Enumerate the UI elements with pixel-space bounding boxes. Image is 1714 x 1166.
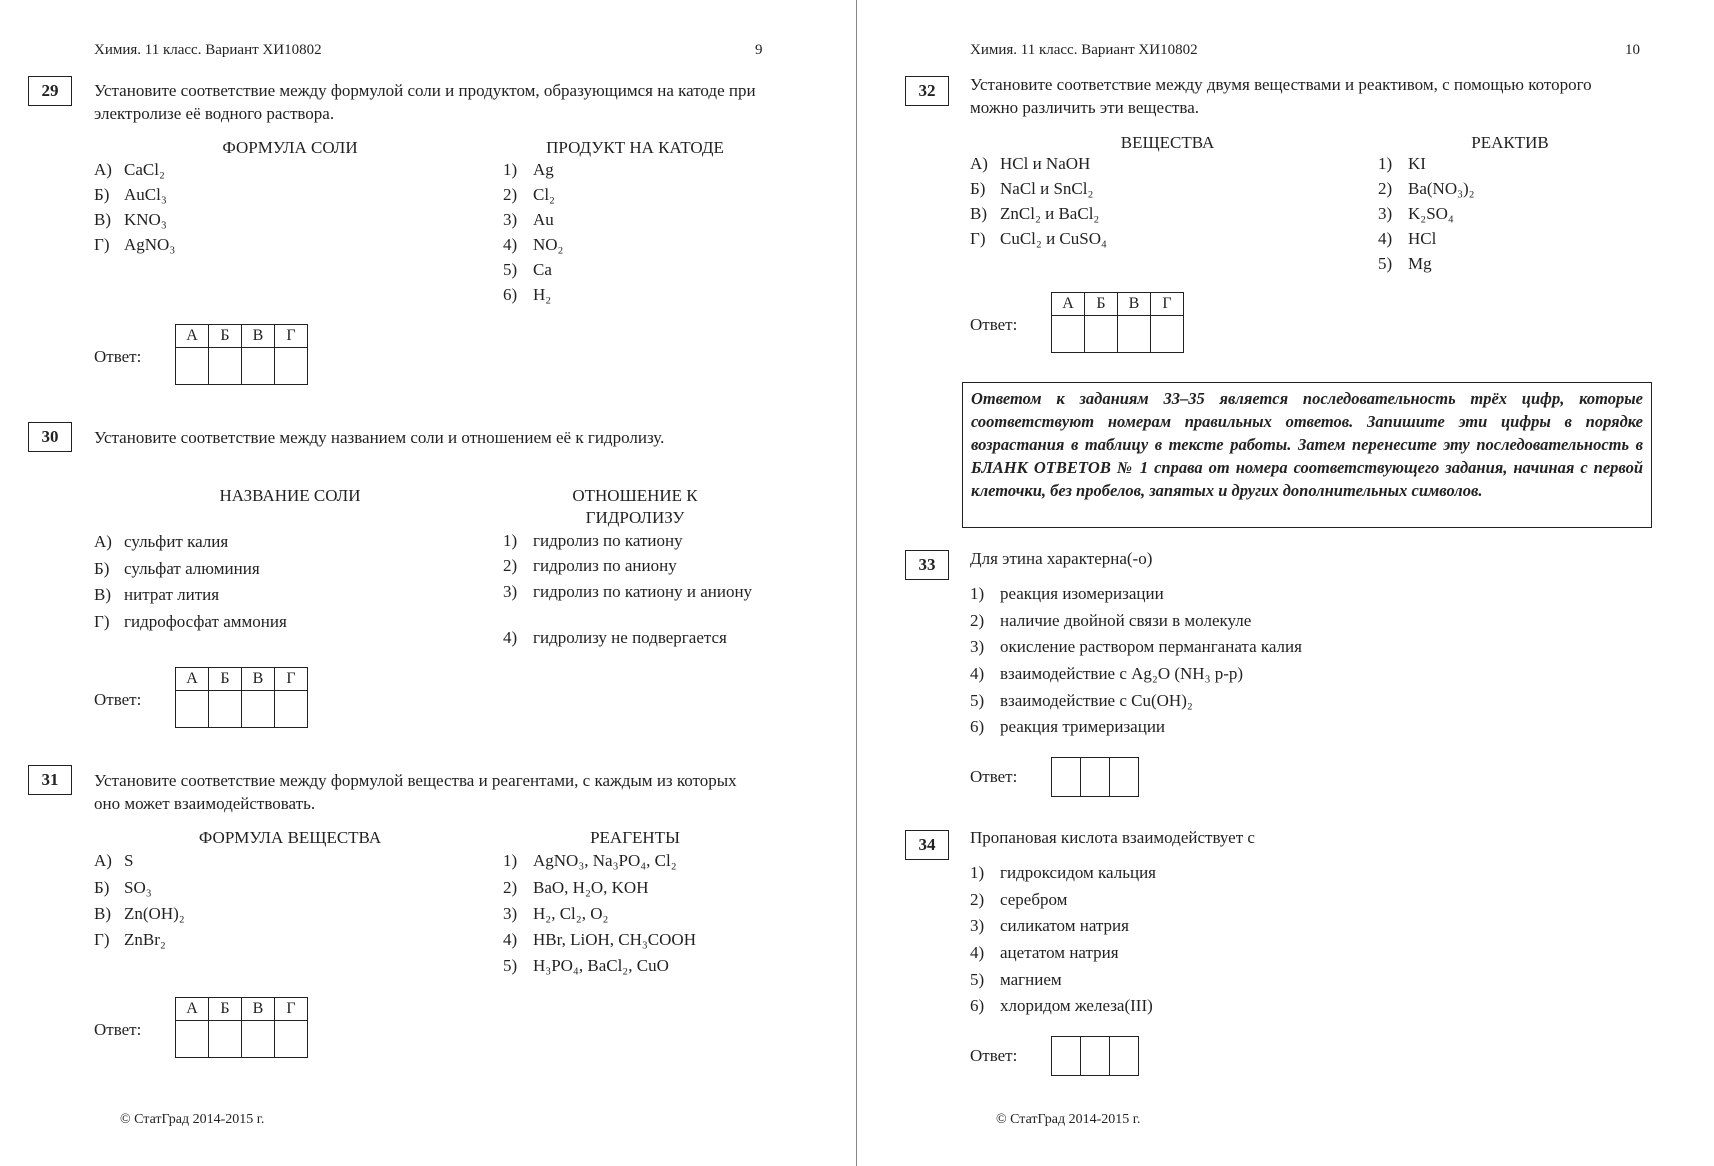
question-number-32: 32 [905, 76, 949, 106]
grid-header: Г [275, 325, 308, 348]
answer-cell[interactable] [209, 1021, 242, 1058]
q31-left-item: Б) SO₃ [94, 878, 152, 897]
grid-header: Г [275, 668, 308, 691]
grid-header: Б [209, 668, 242, 691]
page-header-left: Химия. 11 класс. Вариант ХИ10802 [94, 42, 322, 58]
q30-left-item: Г) гидрофосфат аммония [94, 612, 287, 631]
q32-right-item: 3) K₂SO₄ [1378, 204, 1454, 223]
answer-cell[interactable] [242, 348, 275, 385]
q30-left-title: НАЗВАНИЕ СОЛИ [219, 486, 361, 505]
q34-option: 1) гидроксидом кальция [970, 863, 1156, 882]
q34-option: 5) магнием [970, 970, 1062, 989]
answer-cell[interactable] [1052, 1037, 1081, 1076]
answer-cell[interactable] [1151, 316, 1184, 353]
q30-right-title-1: ОТНОШЕНИЕ К [572, 486, 698, 505]
grid-header: Б [209, 325, 242, 348]
q29-right-item: 4) NO₂ [503, 235, 564, 254]
q32-left-title: ВЕЩЕСТВА [1120, 133, 1215, 152]
q33-option: 6) реакция тримеризации [970, 717, 1166, 736]
answer-cells-34 [1051, 1036, 1139, 1076]
footer-left: © СтатГрад 2014-2015 г. [120, 1112, 265, 1127]
footer-right: © СтатГрад 2014-2015 г. [996, 1112, 1141, 1127]
answer-cell[interactable] [176, 348, 209, 385]
grid-header: Б [1085, 293, 1118, 316]
answer-cell[interactable] [1085, 316, 1118, 353]
answer-cell[interactable] [242, 691, 275, 728]
answer-label-33: Ответ: [970, 767, 1018, 786]
q30-right-item: 3) гидролиз по катиону и аниону [503, 582, 753, 601]
answer-cell[interactable] [275, 348, 308, 385]
q34-option: 2) серебром [970, 890, 1068, 909]
q29-left-item: А) CaCl₂ [94, 160, 165, 179]
answer-label-30: Ответ: [94, 690, 142, 709]
question-33-text: Для этина характерна(-о) [970, 549, 1153, 568]
q34-option: 3) силикатом натрия [970, 916, 1129, 935]
answer-cell[interactable] [275, 1021, 308, 1058]
grid-header: В [242, 325, 275, 348]
q31-left-title: ФОРМУЛА ВЕЩЕСТВА [198, 828, 382, 847]
page-header-right: Химия. 11 класс. Вариант ХИ10802 [970, 42, 1198, 58]
answer-label-34: Ответ: [970, 1046, 1018, 1065]
grid-header: Б [209, 998, 242, 1021]
q29-left-item: В) KNO₃ [94, 210, 167, 229]
question-number-31: 31 [28, 765, 72, 795]
answer-cell[interactable] [275, 691, 308, 728]
grid-header: А [176, 668, 209, 691]
answer-cell[interactable] [1052, 758, 1081, 797]
q31-right-item: 5) H₃PO₄, BaCl₂, CuO [503, 956, 669, 975]
q31-right-item: 2) BaO, H₂O, KOH [503, 878, 649, 897]
answer-cell[interactable] [176, 1021, 209, 1058]
q29-right-item: 1) Ag [503, 160, 554, 179]
q33-option: 5) взаимодействие с Cu(OH)₂ [970, 691, 1193, 710]
answer-cell[interactable] [1081, 1037, 1110, 1076]
q34-option: 6) хлоридом железа(III) [970, 996, 1153, 1015]
answer-label-32: Ответ: [970, 315, 1018, 334]
answer-cell[interactable] [1110, 1037, 1139, 1076]
q29-right-item: 6) H₂ [503, 285, 552, 304]
answer-grid-29 [175, 324, 308, 385]
q29-right-item: 3) Au [503, 210, 554, 229]
answer-cell[interactable] [1118, 316, 1151, 353]
grid-header: Г [1151, 293, 1184, 316]
q32-right-item: 2) Ba(NO₃)₂ [1378, 179, 1475, 198]
q32-right-item: 1) KI [1378, 154, 1426, 173]
answer-cell[interactable] [209, 691, 242, 728]
answer-cell[interactable] [242, 1021, 275, 1058]
q30-left-item: А) сульфит калия [94, 532, 229, 551]
question-number-34: 34 [905, 830, 949, 860]
question-34-text: Пропановая кислота взаимодействует с [970, 828, 1255, 847]
q31-left-item: Г) ZnBr₂ [94, 930, 166, 949]
answer-label-31: Ответ: [94, 1020, 142, 1039]
question-29-text: Установите соответствие между формулой соли и продуктом, образующимся на катоде при электролизе её водного раствора. [94, 81, 756, 123]
q32-left-item: Г) CuCl₂ и CuSO₄ [970, 229, 1107, 248]
answer-cell[interactable] [176, 691, 209, 728]
answer-cells-33 [1051, 757, 1139, 797]
q29-right-item: 2) Cl₂ [503, 185, 555, 204]
grid-header: А [1052, 293, 1085, 316]
grid-header: Г [275, 998, 308, 1021]
q29-left-title: ФОРМУЛА СОЛИ [222, 138, 358, 157]
q30-right-item: 1) гидролиз по катиону [503, 531, 683, 550]
grid-header: А [176, 998, 209, 1021]
question-number-29: 29 [28, 76, 72, 106]
q32-left-item: В) ZnCl₂ и BaCl₂ [970, 204, 1100, 223]
q30-right-item: 4) гидролизу не подвергается [503, 628, 727, 647]
q29-left-item: Г) AgNO₃ [94, 235, 176, 254]
grid-header: В [1118, 293, 1151, 316]
q33-option: 3) окисление раствором перманганата калия [970, 637, 1302, 656]
question-31-text: Установите соответствие между формулой вещества и реагентами, с каждым из которых оно может взаимодействовать. [94, 771, 737, 813]
page-number-right: 10 [1625, 42, 1640, 58]
instruction-box: Ответом к заданиям 33–35 является последовательность трёх цифр, которые соответствуют номерам правильных ответов. Запишите эти цифры в порядке возрастания в таблицу в тексте работы. Затем перенесите эту последовательность в БЛАНК ОТВЕТОВ № 1 справа от номера соответствующего задания, начиная с первой клеточки, без пробелов, запятых и других дополнительных символов. [962, 382, 1652, 528]
answer-grid-31 [175, 997, 308, 1058]
q34-option: 4) ацетатом натрия [970, 943, 1119, 962]
grid-header: А [176, 325, 209, 348]
question-number-33: 33 [905, 550, 949, 580]
q30-right-item: 2) гидролиз по аниону [503, 556, 677, 575]
q32-right-item: 5) Mg [1378, 254, 1432, 273]
q31-right-item: 3) H₂, Cl₂, O₂ [503, 904, 609, 923]
page-divider [856, 0, 857, 1166]
q32-right-item: 4) HCl [1378, 229, 1437, 248]
q31-left-item: В) Zn(OH)₂ [94, 904, 185, 923]
answer-cell[interactable] [1110, 758, 1139, 797]
answer-grid-32 [1051, 292, 1184, 353]
q30-left-item: Б) сульфат алюминия [94, 559, 260, 578]
q33-option: 1) реакция изомеризации [970, 584, 1164, 603]
answer-cell[interactable] [1081, 758, 1110, 797]
grid-header: В [242, 668, 275, 691]
q31-left-item: А) S [94, 851, 134, 870]
answer-grid-30 [175, 667, 308, 728]
q29-left-item: Б) AuCl₃ [94, 185, 167, 204]
q32-right-title: РЕАКТИВ [1471, 133, 1549, 152]
q32-left-item: Б) NaCl и SnCl₂ [970, 179, 1094, 198]
answer-cell[interactable] [1052, 316, 1085, 353]
answer-label-29: Ответ: [94, 347, 142, 366]
page-number-left: 9 [755, 42, 763, 58]
q33-option: 4) взаимодействие с Ag₂O (NH₃ р-р) [970, 664, 1244, 683]
grid-header: В [242, 998, 275, 1021]
q29-right-item: 5) Ca [503, 260, 552, 279]
question-32-text: Установите соответствие между двумя веществами и реактивом, с помощью которого можно различить эти вещества. [970, 75, 1592, 117]
q29-right-title: ПРОДУКТ НА КАТОДЕ [546, 138, 724, 157]
q31-right-item: 1) AgNO₃, Na₃PO₄, Cl₂ [503, 851, 677, 870]
q30-left-item: В) нитрат лития [94, 585, 220, 604]
answer-cell[interactable] [209, 348, 242, 385]
q33-option: 2) наличие двойной связи в молекуле [970, 611, 1252, 630]
question-number-30: 30 [28, 422, 72, 452]
q31-right-title: РЕАГЕНТЫ [590, 828, 680, 847]
q30-right-title-2: ГИДРОЛИЗУ [585, 508, 685, 527]
q31-right-item: 4) HBr, LiOH, CH₃COOH [503, 930, 696, 949]
question-30-text: Установите соответствие между названием соли и отношением её к гидролизу. [94, 428, 665, 447]
q32-left-item: А) HCl и NaOH [970, 154, 1091, 173]
